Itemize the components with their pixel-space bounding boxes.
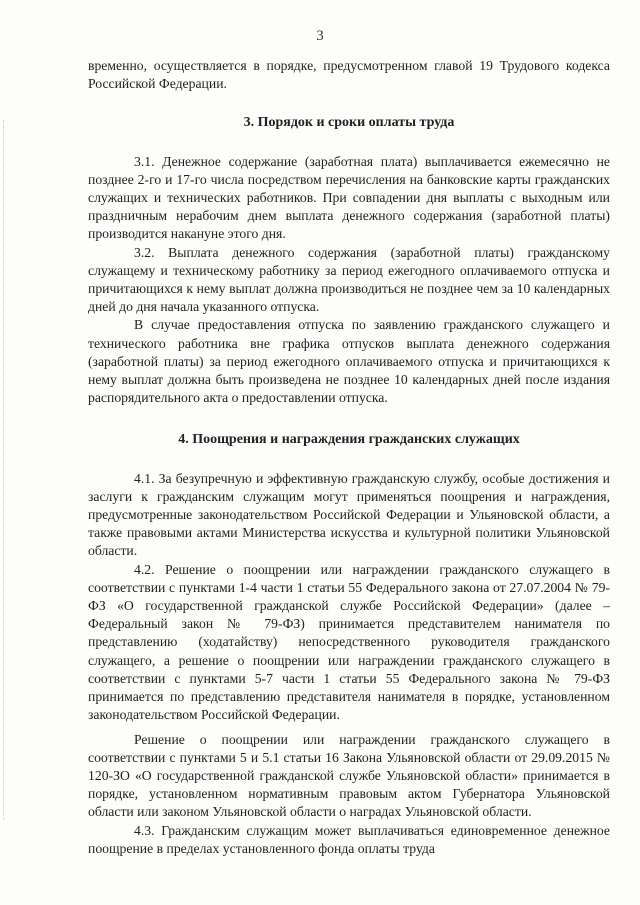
page-number: 3 bbox=[316, 28, 324, 44]
section-4-paragraph-3: Решение о поощрении или награждении гражданского служащего в соответствии с пунктами 5 и 5.1 статьи 16 Закона Ульяновской области от 29.09.2015 № 120-ЗО «О государственной гражданской службе Ульяновской области» принимается в порядке, установленном нормативным правовым актом Губернатора Ульяновской области или законом Ульяновской области о наградах Ульяновской области. bbox=[88, 731, 610, 820]
section-3-paragraph-1: 3.1. Денежное содержание (заработная плата) выплачивается ежемесячно не позднее 2-го и 17-го числа посредством перечисления на банковские карты гражданских служащих и технических работников. При совпадении дня выплаты с выходным или праздничным нерабочим днем выплата денежного содержания (заработной платы) производится накануне этого дня. bbox=[88, 153, 610, 242]
document-body bbox=[88, 57, 610, 858]
section-3-title: 3. Порядок и сроки оплаты труда bbox=[243, 115, 455, 131]
section-4-paragraph-2: 4.2. Решение о поощрении или награждении гражданского служащего в соответствии с пунктами 1-4 части 1 статьи 55 Федерального закона от 27.07.2004 № 79-ФЗ «О государственной гражданской службе Российской Федерации» (далее – Федеральный закон № 79-ФЗ) принимается представителем нанимателя по представлению (ходатайству) непосредственного руководителя гражданского служащего, а решение о поощрении или награждении гражданского служащего в соответствии с пунктами 5-7 части 1 статьи 55 Федерального закона № 79-ФЗ принимается по представлению представителя нанимателя в порядке, установленном законодательством Российской Федерации. bbox=[88, 561, 610, 723]
section-3-paragraph-2: 3.2. Выплата денежного содержания (заработной платы) гражданскому служащему и техническому работнику за период ежегодного оплачиваемого отпуска и причитающихся к нему выплат должна производиться не позднее чем за 10 календарных дней до дня начала указанного отпуска. bbox=[88, 244, 610, 315]
section-4-paragraph-1: 4.1. За безупречную и эффективную гражданскую службу, особые достижения и заслуги к гражданским служащим могут применяться поощрения и награждения, предусмотренные законодательством Российской Федерации и Ульяновской области, а также правовыми актами Министерства искусства и культурной политики Ульяновской области. bbox=[88, 470, 610, 559]
intro-paragraph: временно, осуществляется в порядке, предусмотренном главой 19 Трудового кодекса Российской Федерации. bbox=[88, 58, 610, 92]
section-4-paragraph-4: 4.3. Гражданским служащим может выплачиваться единовременное денежное поощрение в пределах установленного фонда оплаты труда bbox=[88, 822, 610, 856]
scan-margin-artifact bbox=[3, 120, 5, 820]
section-3-paragraph-3: В случае предоставления отпуска по заявлению гражданского служащего и технического работника вне графика отпусков выплата денежного содержания (заработной платы) за период ежегодного оплачиваемого отпуска и причитающихся к нему выплат должна быть произведена не позднее 10 календарных дней после издания распорядительного акта о предоставлении отпуска. bbox=[88, 317, 610, 406]
section-4-title: 4. Поощрения и награждения гражданских служащих bbox=[178, 432, 520, 448]
